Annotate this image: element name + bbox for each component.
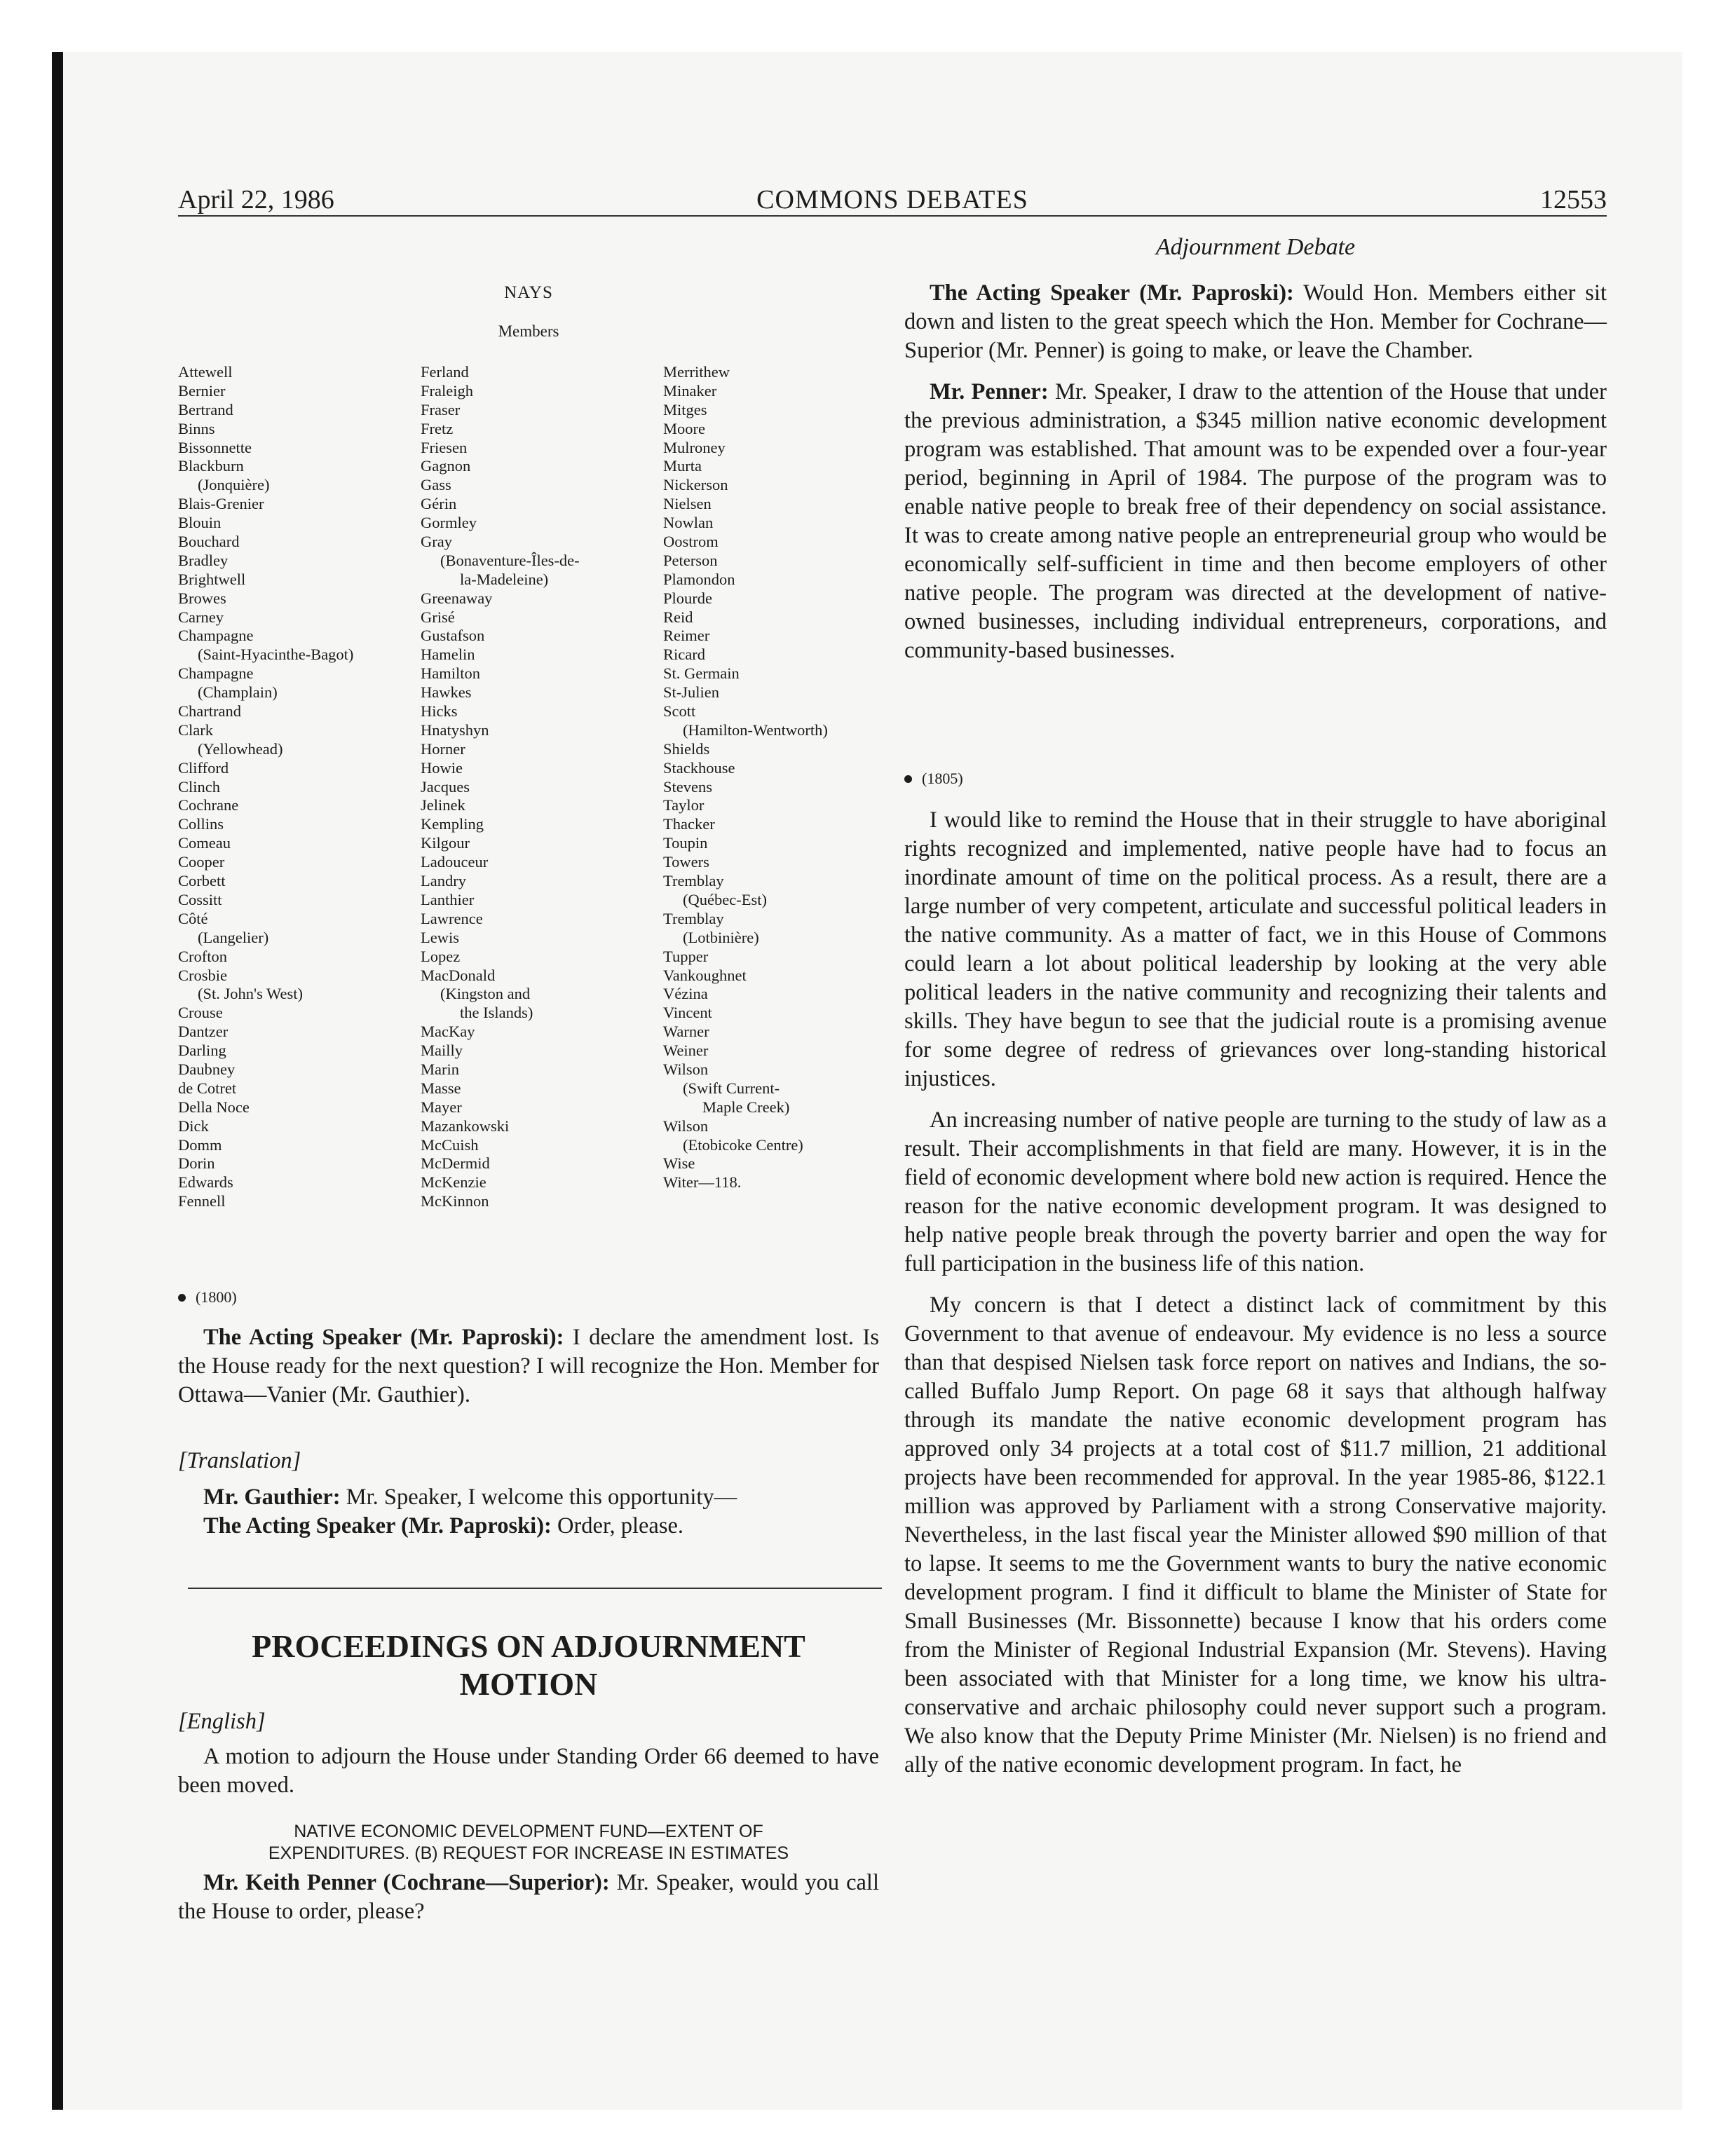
nays-column-1 xyxy=(178,363,353,1211)
member-name: Weiner xyxy=(663,1042,709,1060)
member-name: Ricard xyxy=(663,646,705,664)
member-name: Champagne xyxy=(178,627,254,645)
member-name: Dorin xyxy=(178,1154,215,1173)
member-name: Blackburn xyxy=(178,457,244,475)
member-name: de Cotret xyxy=(178,1079,237,1097)
member-name: St. Germain xyxy=(663,664,740,683)
member-name: (Bonaventure-Îles-de- xyxy=(440,551,580,569)
member-name: Hnatyshyn xyxy=(421,721,489,739)
member-name: Bernier xyxy=(178,381,226,400)
member-name: St-Julien xyxy=(663,683,720,702)
speech-exchange xyxy=(178,1483,879,1541)
member-name: Gustafson xyxy=(421,627,485,645)
member-name: Crofton xyxy=(178,947,227,965)
member-name: Jelinek xyxy=(421,796,465,814)
member-name: Clark xyxy=(178,721,213,739)
member-name: McKenzie xyxy=(421,1173,487,1192)
members-subheading: Members xyxy=(498,322,559,340)
member-name: Wilson xyxy=(663,1060,709,1078)
member-name: Wilson xyxy=(663,1117,709,1135)
english-label: [English] xyxy=(178,1709,266,1734)
member-name: Della Noce xyxy=(178,1098,250,1116)
nays-column-3 xyxy=(663,363,828,1192)
speech-text: I declare the amendment lost. Is the House ready for the next question? I will recognize the Hon. Member for Ottawa—Vanier (Mr. Gauthier). xyxy=(178,1325,879,1407)
proceedings-heading-line-1: PROCEEDINGS ON ADJOURNMENT xyxy=(252,1628,805,1664)
member-name: Moore xyxy=(663,419,705,437)
member-name: Nielsen xyxy=(663,495,712,513)
member-name: Bertrand xyxy=(178,400,233,418)
member-name: Vincent xyxy=(663,1004,712,1022)
member-name: Grisé xyxy=(421,608,455,626)
member-name: Jacques xyxy=(421,777,470,796)
member-name: Landry xyxy=(421,872,466,890)
member-name: Gass xyxy=(421,476,451,494)
member-name: (Champlain) xyxy=(198,683,278,702)
right-column-upper xyxy=(904,279,1607,665)
member-name: McDermid xyxy=(421,1154,490,1173)
time-stamp-1800 xyxy=(178,1288,388,1306)
member-name: Towers xyxy=(663,853,709,871)
member-name: Oostrom xyxy=(663,533,719,551)
member-name: (St. John's West) xyxy=(198,985,303,1003)
member-name: Gormley xyxy=(421,514,477,532)
time-stamp-1805 xyxy=(904,770,1115,788)
speech-text: Would Hon. Members either sit down and listen to the great speech which the Hon. Member for Cochrane—Superior (Mr. Penner) is going to make, or leave the Chamber. xyxy=(904,280,1607,363)
member-name: Witer—118. xyxy=(663,1173,742,1192)
member-name: Fretz xyxy=(421,419,454,437)
member-name: Collins xyxy=(178,815,224,833)
member-name: Bissonnette xyxy=(178,438,252,456)
speaker-name: Mr. Gauthier: xyxy=(203,1485,341,1510)
scan-edge-shadow xyxy=(52,52,63,2110)
header-page-number: 12553 xyxy=(1540,185,1607,214)
member-name: Masse xyxy=(421,1079,461,1097)
member-name: Marin xyxy=(421,1060,459,1078)
subject-line-2: EXPENDITURES. (B) REQUEST FOR INCREASE IN ESTIMATES xyxy=(268,1843,789,1863)
member-name: Comeau xyxy=(178,834,231,852)
running-head xyxy=(178,184,1607,216)
member-name: McCuish xyxy=(421,1135,479,1154)
member-name: (Lotbinière) xyxy=(683,928,759,946)
header-title: COMMONS DEBATES xyxy=(756,185,1028,214)
speech-paragraph: I would like to remind the House that in their struggle to have aboriginal rights recognized and implemented, native people have had to focus an inordinate amount of time on the political process. As a result, there are a large number of very competent, articulate and successful political leaders in the native community. As a matter of fact, we in this House of Commons could learn a lot about political leadership by looking at the very able political leaders in the native community and recognizing their talents and skills. They have begun to see that the judicial route is a promising avenue for some degree of redress of grievances over long-standing historical injustices. xyxy=(904,807,1607,1091)
member-name: the Islands) xyxy=(460,1004,533,1022)
member-name: Thacker xyxy=(663,815,715,833)
member-name: Hawkes xyxy=(421,683,472,702)
speech-penner-opening xyxy=(178,1869,879,1926)
speech-acting-speaker-1 xyxy=(178,1323,879,1410)
speaker-name: The Acting Speaker (Mr. Paproski): xyxy=(203,1325,564,1350)
member-name: Corbett xyxy=(178,872,226,890)
member-name: Maple Creek) xyxy=(702,1098,790,1116)
bullet-dot-icon xyxy=(178,1294,186,1302)
member-name: Ferland xyxy=(421,363,469,381)
nays-heading: NAYS xyxy=(504,283,553,302)
member-name: Warner xyxy=(663,1023,709,1041)
member-name: Carney xyxy=(178,608,224,626)
member-name: Fraleigh xyxy=(421,381,473,400)
member-name: Shields xyxy=(663,739,710,758)
member-name: Horner xyxy=(421,739,465,758)
member-name: Fennell xyxy=(178,1192,226,1210)
member-name: (Hamilton-Wentworth) xyxy=(683,721,828,739)
member-name: (Swift Current- xyxy=(683,1079,780,1097)
member-name: Tremblay xyxy=(663,909,724,927)
member-name: Scott xyxy=(663,702,696,721)
member-name: Vankoughnet xyxy=(663,966,747,984)
member-name: Domm xyxy=(178,1135,222,1154)
member-name: Taylor xyxy=(663,796,705,814)
member-name: (Langelier) xyxy=(198,928,269,946)
member-name: Hicks xyxy=(421,702,458,721)
member-name: Gray xyxy=(421,533,452,551)
member-name: Murta xyxy=(663,457,702,475)
speech-paragraph: An increasing number of native people are turning to the study of law as a result. Their accomplishments in that field are many. However, it is in the field of economic development where bold new action is required. Hence the reason for the native economic development program. It was designed to help native people break through the poverty barrier and open the way for full participation in the business life of this nation. xyxy=(904,1107,1607,1276)
member-name: Reimer xyxy=(663,627,710,645)
member-name: Clifford xyxy=(178,758,229,777)
member-name: Plamondon xyxy=(663,570,735,588)
proceedings-heading xyxy=(178,1628,879,1703)
member-name: Merrithew xyxy=(663,363,730,381)
member-name: Blouin xyxy=(178,514,222,532)
speech-text: Order, please. xyxy=(551,1513,684,1538)
member-name: (Saint-Hyacinthe-Bagot) xyxy=(198,646,354,664)
member-name: Chartrand xyxy=(178,702,241,721)
member-name: Lawrence xyxy=(421,909,483,927)
header-date: April 22, 1986 xyxy=(178,185,334,214)
member-name: Darling xyxy=(178,1042,226,1060)
member-name: Plourde xyxy=(663,589,712,607)
member-name: Lanthier xyxy=(421,890,475,908)
speaker-name: The Acting Speaker (Mr. Paproski): xyxy=(930,280,1294,306)
member-name: McKinnon xyxy=(421,1192,489,1210)
motion-text: A motion to adjourn the House under Standing Order 66 deemed to have been moved. xyxy=(178,1744,879,1798)
member-name: Reid xyxy=(663,608,693,626)
member-name: Tupper xyxy=(663,947,709,965)
member-name: Dick xyxy=(178,1117,209,1135)
member-name: Blais-Grenier xyxy=(178,495,264,513)
member-name: Gagnon xyxy=(421,457,471,475)
member-name: Mailly xyxy=(421,1042,463,1060)
member-name: Mitges xyxy=(663,400,707,418)
speech-paragraph: My concern is that I detect a distinct lack of commitment by this Government to that avenue of endeavour. My evidence is no less a source than that despised Nielsen task force report on natives and Indians, the so-called Buffalo Jump Report. On page 68 it says that although halfway through its mandate the native economic development program has approved only 34 projects at a total cost of $11.7 million, 21 additional projects have been recommended for approval. In the year 1985-86, $122.1 million was approved by Parliament with a strong Conservative majority. Nevertheless, in the last fiscal year the Minister allowed $90 million of that to lapse. It seems to me the Government wants to bury the native economic development program. I find it difficult to blame the Minister of State for Small Businesses (Mr. Bissonnette) because I know that his orders come from the Minister of Regional Industrial Expansion (Mr. Stevens). Having been associated with that Minister for a long time, we know his ultra-conservative and archaic philosophy could never support such a program. We also know that the Deputy Prime Minister (Mr. Nielsen) is no friend and ally of the native economic development program. In fact, he xyxy=(904,1292,1607,1778)
member-name: Kilgour xyxy=(421,834,470,852)
member-name: Dantzer xyxy=(178,1023,229,1041)
right-column-lower xyxy=(904,806,1607,1780)
speech-text: Mr. Speaker, would you call the House to order, please? xyxy=(178,1870,879,1924)
member-name: Lopez xyxy=(421,947,461,965)
member-name: Cochrane xyxy=(178,796,239,814)
member-name: Hamilton xyxy=(421,664,480,683)
member-name: Stackhouse xyxy=(663,758,735,777)
member-name: (Kingston and xyxy=(440,985,531,1003)
member-name: Howie xyxy=(421,758,463,777)
member-name: MacKay xyxy=(421,1023,475,1041)
member-name: Kempling xyxy=(421,815,484,833)
speech-text: Mr. Speaker, I welcome this opportunity— xyxy=(340,1485,737,1510)
member-name: Stevens xyxy=(663,777,712,796)
member-name: Binns xyxy=(178,419,215,437)
member-name: Hamelin xyxy=(421,646,475,664)
member-name: Mulroney xyxy=(663,438,726,456)
member-name: la-Madeleine) xyxy=(460,570,549,588)
member-name: Daubney xyxy=(178,1060,236,1078)
member-name: Peterson xyxy=(663,551,718,569)
time-stamp-text: (1805) xyxy=(922,770,963,787)
member-name: Champagne xyxy=(178,664,254,683)
member-name: Browes xyxy=(178,589,226,607)
member-name: Tremblay xyxy=(663,872,724,890)
bullet-dot-icon xyxy=(904,775,912,783)
member-name: Wise xyxy=(663,1154,695,1173)
member-name: Cossitt xyxy=(178,890,222,908)
motion-paragraph xyxy=(178,1742,879,1800)
member-name: Minaker xyxy=(663,381,717,400)
member-name: Ladouceur xyxy=(421,853,489,871)
section-label: Adjournment Debate xyxy=(1155,234,1356,260)
member-name: Crosbie xyxy=(178,966,227,984)
member-name: (Québec-Est) xyxy=(683,890,767,908)
member-name: Fraser xyxy=(421,400,461,418)
time-stamp-text: (1800) xyxy=(196,1288,237,1306)
member-name: Brightwell xyxy=(178,570,246,588)
member-name: Côté xyxy=(178,909,208,927)
member-name: MacDonald xyxy=(421,966,496,984)
speech-text: Mr. Speaker, I draw to the attention of the House that under the previous administration, a $345 million native economic development program was established. That amount was to be expended over a four-year period, beginning in April of 1984. The purpose of the program was to enable native people to break free of their dependency on social assistance. It was to create among native people an entrepreneurial group who would be economically self-sufficient in time and then become employers of other native people. The program was directed at the development of native-owned businesses, including individual entrepreneurs, corporations, and community-based businesses. xyxy=(904,379,1607,663)
member-name: Cooper xyxy=(178,853,225,871)
member-name: (Yellowhead) xyxy=(198,739,283,758)
member-name: Vézina xyxy=(663,985,708,1003)
speaker-name: Mr. Penner: xyxy=(930,379,1049,404)
member-name: Attewell xyxy=(178,363,233,381)
member-name: Mayer xyxy=(421,1098,462,1116)
member-name: Toupin xyxy=(663,834,708,852)
nays-column-2 xyxy=(421,363,580,1211)
member-name: Mazankowski xyxy=(421,1117,510,1135)
member-name: (Jonquière) xyxy=(198,476,270,494)
member-name: Greenaway xyxy=(421,589,493,607)
member-name: Clinch xyxy=(178,777,220,796)
debate-subject xyxy=(178,1821,879,1864)
translation-label: [Translation] xyxy=(178,1448,301,1473)
member-name: Friesen xyxy=(421,438,468,456)
member-name: Edwards xyxy=(178,1173,233,1192)
member-name: Bradley xyxy=(178,551,229,569)
member-name: (Etobicoke Centre) xyxy=(683,1135,803,1154)
member-name: Nickerson xyxy=(663,476,728,494)
speaker-name: Mr. Keith Penner (Cochrane—Superior): xyxy=(203,1870,610,1895)
proceedings-heading-line-2: MOTION xyxy=(459,1666,598,1702)
member-name: Crouse xyxy=(178,1004,223,1022)
member-name: Gérin xyxy=(421,495,457,513)
subject-line-1: NATIVE ECONOMIC DEVELOPMENT FUND—EXTENT OF xyxy=(294,1822,763,1841)
member-name: Bouchard xyxy=(178,533,240,551)
section-divider xyxy=(188,1588,882,1589)
member-name: Lewis xyxy=(421,928,459,946)
speaker-name: The Acting Speaker (Mr. Paproski): xyxy=(203,1513,552,1538)
member-name: Nowlan xyxy=(663,514,714,532)
header-rule xyxy=(178,215,1607,217)
